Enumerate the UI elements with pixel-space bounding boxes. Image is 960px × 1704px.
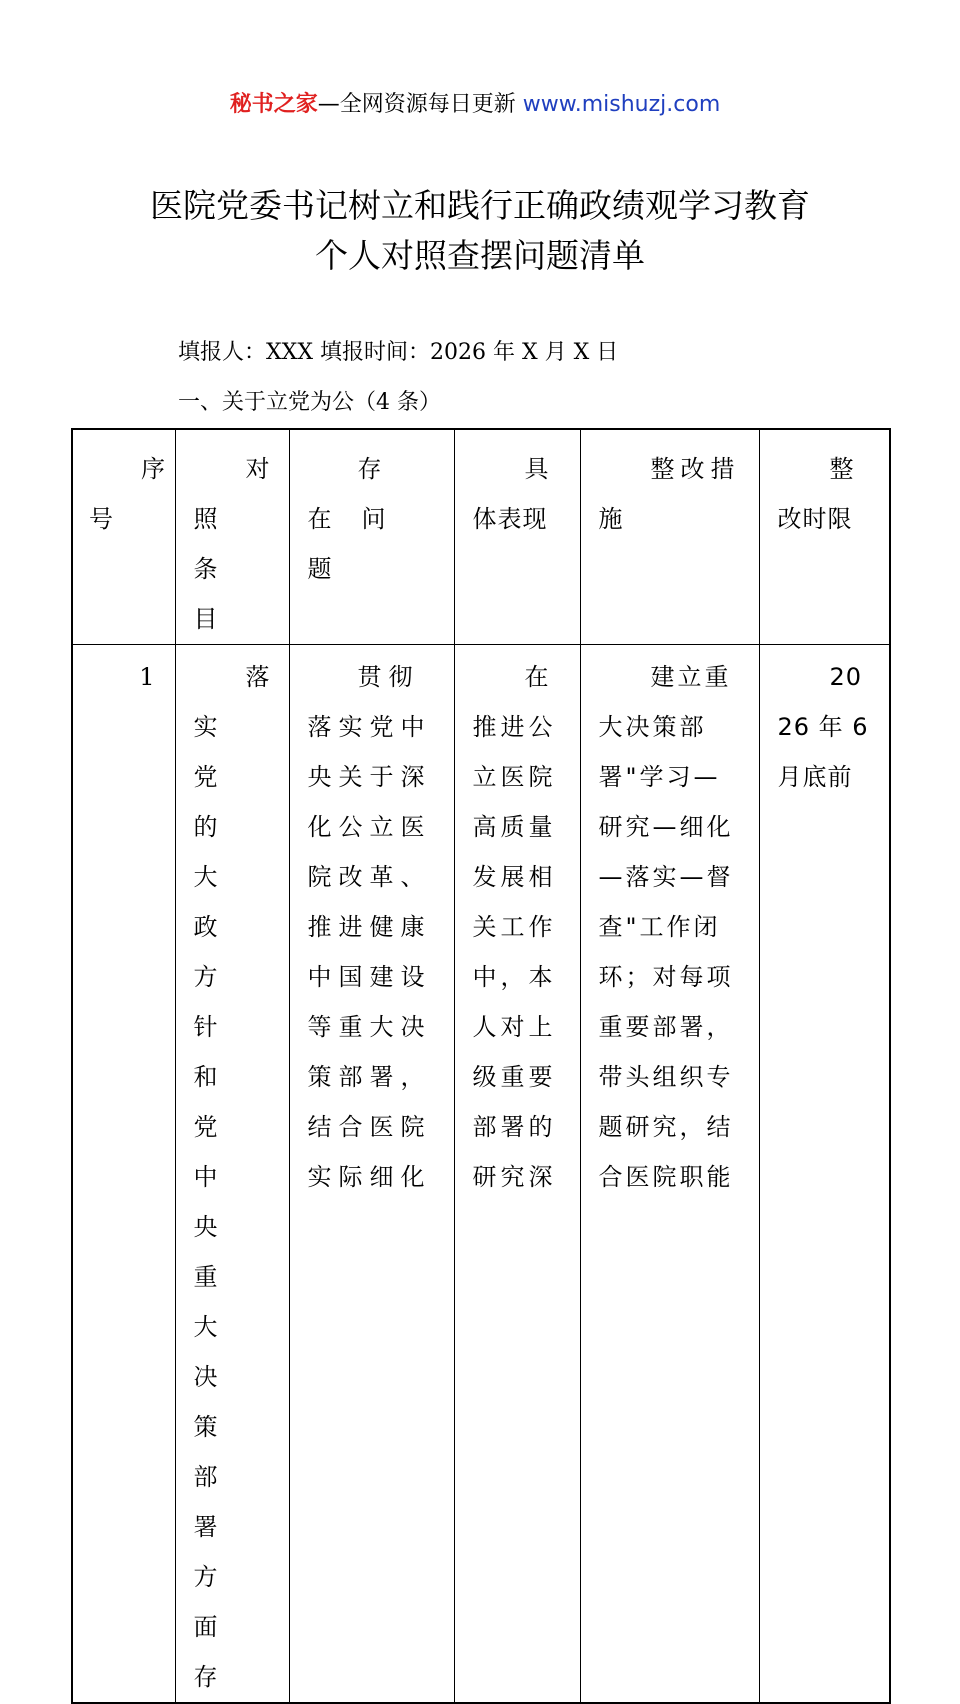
table-row <box>72 645 890 1704</box>
header-cell-seq <box>72 429 209 645</box>
header-item: 对照条目 <box>193 455 310 633</box>
banner-slogan: —全网资源每日更新 <box>317 92 516 117</box>
issue-table-container <box>71 428 889 1691</box>
cell-item <box>175 645 296 1704</box>
brand-name: 秘书之家 <box>229 92 318 117</box>
cell-problem <box>289 645 454 1704</box>
header-deadline: 整改时限 <box>777 455 855 533</box>
header-cell-problem <box>289 429 454 645</box>
section-heading: 一、关于立党为公（4 条） <box>178 390 441 415</box>
cell-detail <box>454 645 580 1704</box>
row-measure: 建立重大决策部署"学习—研究—细化—落实—督查"工作闭环；对每项重要部署，带头组织专题研究，结合医院职能 <box>598 663 734 1191</box>
header-measure: 整改措施 <box>598 455 741 533</box>
row-item: 落实党的大政方针和党中央重大决策部署方面存 <box>193 663 296 1691</box>
row-deadline: 2026 年 6 月底前 <box>777 663 869 791</box>
filler-info: 填报人：XXX 填报时间：2026 年 X 月 X 日 <box>178 340 619 365</box>
cell-measure <box>580 645 759 1704</box>
header-detail: 具体表现 <box>472 455 550 533</box>
row-problem: 贯彻落实党中央关于深化公立医院改革、推进健康中国建设等重大决策部署，结合医院实际细化 <box>307 663 432 1191</box>
row-seq: 1 <box>139 663 155 691</box>
site-url-link[interactable]: www.mishuzj.com <box>522 92 721 117</box>
document-title-line-2: 个人对照查摆问题清单 <box>315 236 645 275</box>
table-header-row <box>72 429 890 645</box>
header-cell-measure <box>580 429 759 645</box>
header-cell-deadline <box>759 429 890 645</box>
header-cell-detail <box>454 429 580 645</box>
header-problem: 存在问题 <box>307 455 416 583</box>
header-seq: 序号 <box>89 455 209 533</box>
issue-table <box>71 428 891 1704</box>
site-banner <box>0 88 950 122</box>
cell-seq <box>72 645 175 1704</box>
cell-deadline <box>759 645 890 1704</box>
document-title-line-1: 医院党委书记树立和践行正确政绩观学习教育 <box>150 186 810 225</box>
row-detail: 在推进公立医院高质量发展相关工作中，本人对上级重要部署的研究深 <box>472 663 557 1191</box>
